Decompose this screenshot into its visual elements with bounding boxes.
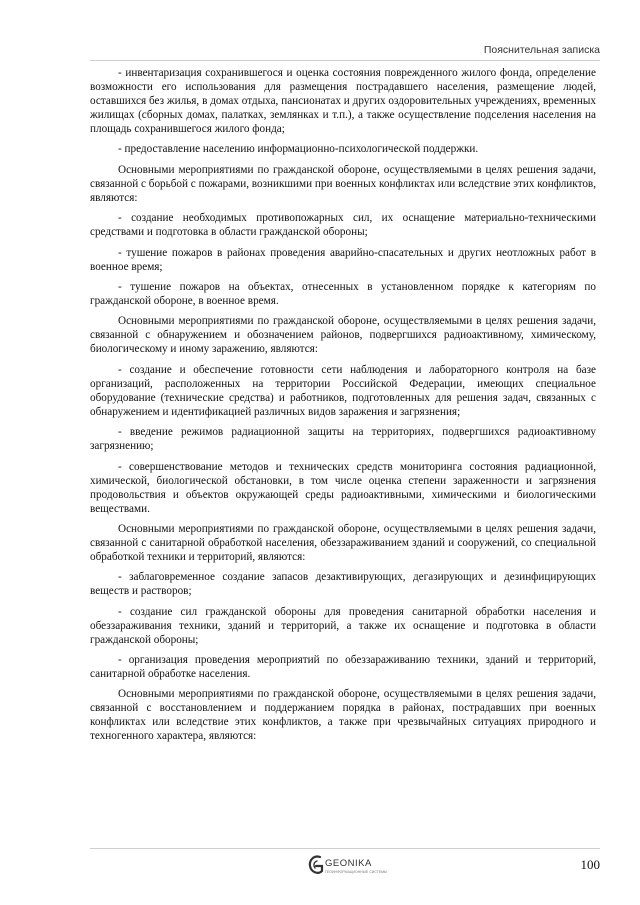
paragraph: - заблаговременное создание запасов дезактивирующих, дегазирующих и дезинфицирующих веществ и растворов; xyxy=(90,571,596,598)
paragraph: - тушение пожаров в районах проведения аварийно-спасательных и других неотложных работ в военное время; xyxy=(90,246,596,273)
paragraph: - организация проведения мероприятий по обеззараживанию техники, зданий и территорий, санитарной обработке населения. xyxy=(90,654,596,681)
logo-wordmark: GEONIKA xyxy=(325,858,372,869)
footer-divider xyxy=(90,848,600,849)
document-body xyxy=(90,66,596,750)
page-header-title: Пояснительная записка xyxy=(483,44,600,56)
paragraph: Основными мероприятиями по гражданской обороне, осуществляемыми в целях решения задачи, связанной с восстановлением и поддержанием порядка в районах, пострадавших при военных конфликтах или вследствие этих конфликтов, а также при чрезвычайных ситуациях природного и техногенного характера, являются: xyxy=(90,688,596,743)
paragraph: Основными мероприятиями по гражданской обороне, осуществляемыми в целях решения задачи, связанной с борьбой с пожарами, возникшими при военных конфликтах или вследствие этих конфликтов, являются: xyxy=(90,163,596,204)
paragraph: - создание сил гражданской обороны для проведения санитарной обработки населения и обеззараживания техники, зданий и территорий, а также их оснащение и подготовка в области гражданской обороны; xyxy=(90,605,596,646)
paragraph: - введение режимов радиационной защиты на территориях, подвергшихся радиоактивному загрязнению; xyxy=(90,426,596,453)
header-divider xyxy=(90,60,600,61)
logo-tagline: ГЕОИНФОРМАЦИОННЫЕ СИСТЕМЫ xyxy=(325,870,388,874)
page-number: 100 xyxy=(580,857,600,872)
paragraph: - инвентаризация сохранившегося и оценка состояния поврежденного жилого фонда, определение возможности его использования для размещения пострадавшего населения, размещение людей, оставшихся без жилья, в домах отдыха, пансионатах и других оздоровительных учреждениях, временных жилищах (сборных домах, палатках, землянках и т.п.), а также осуществление подселения населения на площадь сохранившегося жилого фонда; xyxy=(90,67,596,135)
paragraph: - создание необходимых противопожарных сил, их оснащение материально-техническими средствами и подготовка в области гражданской обороны; xyxy=(90,212,596,239)
paragraph: - создание и обеспечение готовности сети наблюдения и лабораторного контроля на базе организаций, расположенных на территории Российской Федерации, имеющих специальное оборудование (технические средства) и работников, подготовленных для решения задач, связанных с обнаружением и идентификацией различных видов заражения и загрязнения; xyxy=(90,363,596,418)
paragraph: Основными мероприятиями по гражданской обороне, осуществляемыми в целях решения задачи, связанной с обнаружением и обозначением районов, подвергшихся радиоактивному, химическому, биологическому и иному заражению, являются: xyxy=(90,315,596,356)
paragraph: - предоставление населению информационно-психологической поддержки. xyxy=(118,143,479,156)
paragraph: Основными мероприятиями по гражданской обороне, осуществляемыми в целях решения задачи, связанной с санитарной обработкой населения, обеззараживанием зданий и сооружений, со специальной обработкой техники и территорий, являются: xyxy=(90,522,596,563)
geonika-logo-icon xyxy=(308,853,324,877)
geonika-logo xyxy=(308,852,388,880)
paragraph: - совершенствование методов и технических средств мониторинга состояния радиационной, химической, биологической обстановки, в том числе оценка степени зараженности и загрязнения продовольствия и объектов окружающей среды радиоактивными, химическими и биологическими веществами. xyxy=(90,460,596,515)
paragraph: - тушение пожаров на объектах, отнесенных в установленном порядке к категориям по гражданской обороне, в военное время. xyxy=(90,280,596,307)
